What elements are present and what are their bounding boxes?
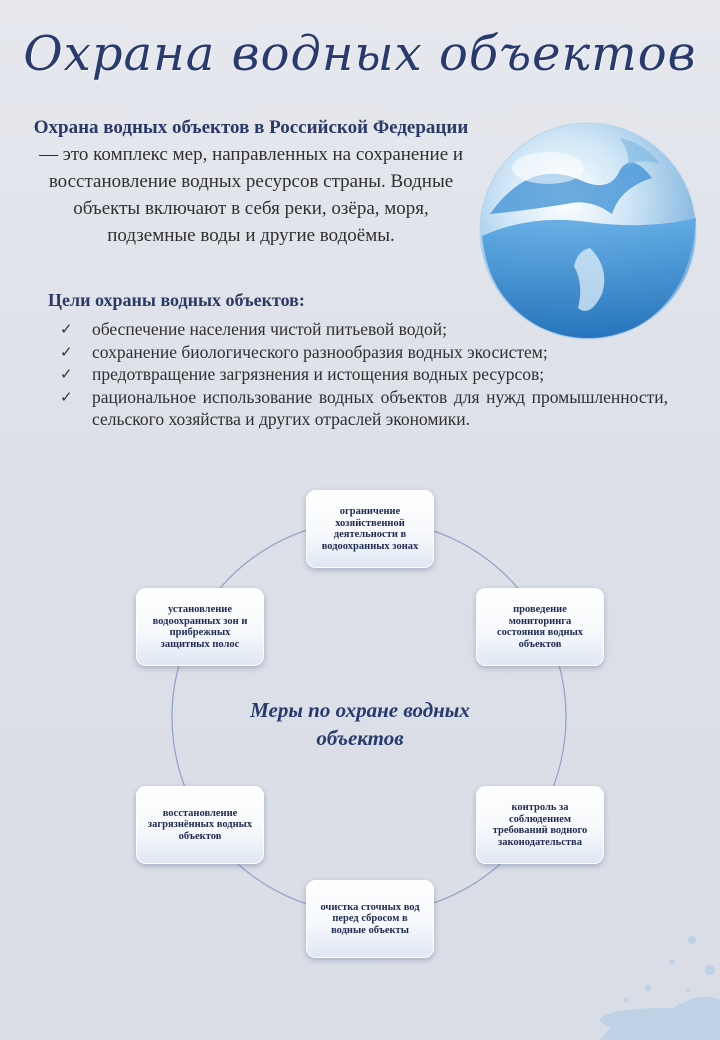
water-splash-decoration xyxy=(420,900,720,1040)
list-item xyxy=(60,386,668,431)
check-icon: ✓ xyxy=(60,342,73,361)
goal-text: сохранение биологического разнообразия водных экосистем; xyxy=(92,341,548,362)
measure-node-monitoring: проведение мониторинга состояния водных объектов xyxy=(476,588,604,666)
list-item xyxy=(60,363,668,386)
goal-text: рациональное использование водных объектов для нужд промышленности, сельского хозяйства и других отраслей экономики. xyxy=(92,386,668,429)
intro-text: — это комплекс мер, направленных на сохранение и восстановление водных ресурсов страны. Водные объекты включают в себя реки, озёра, моря, подземные воды и другие водоёмы. xyxy=(38,144,464,246)
measure-node-wastewater-treatment: очистка сточных вод перед сбросом в водные объекты xyxy=(306,880,434,958)
measure-node-legal-control: контроль за соблюдением требований водного законодательства xyxy=(476,786,604,864)
goal-text: предотвращение загрязнения и истощения водных ресурсов; xyxy=(92,364,545,384)
check-icon: ✓ xyxy=(60,365,73,383)
intro-bold: Охрана водных объектов в Российской Федерации xyxy=(33,117,469,138)
page-title: Охрана водных объектов xyxy=(23,26,697,82)
goals-title: Цели охраны водных объектов: xyxy=(48,290,305,310)
measure-node-zone-restrictions: ограничение хозяйственной деятельности в водоохранных зонах xyxy=(306,490,434,568)
intro-paragraph xyxy=(28,114,474,249)
measure-node-restoration: восстановление загрязнённых водных объектов xyxy=(136,786,264,864)
goal-text: обеспечение населения чистой питьевой водой; xyxy=(92,319,447,339)
goals-list xyxy=(60,318,668,431)
measure-node-protection-zones: установление водоохранных зон и прибрежных защитных полос xyxy=(136,588,264,666)
diagram-center-label: Меры по охране водных объектов xyxy=(250,698,470,750)
list-item xyxy=(60,318,668,341)
water-globe-image xyxy=(470,118,706,344)
list-item xyxy=(60,341,668,364)
check-icon: ✓ xyxy=(60,320,73,338)
check-icon: ✓ xyxy=(60,387,73,406)
